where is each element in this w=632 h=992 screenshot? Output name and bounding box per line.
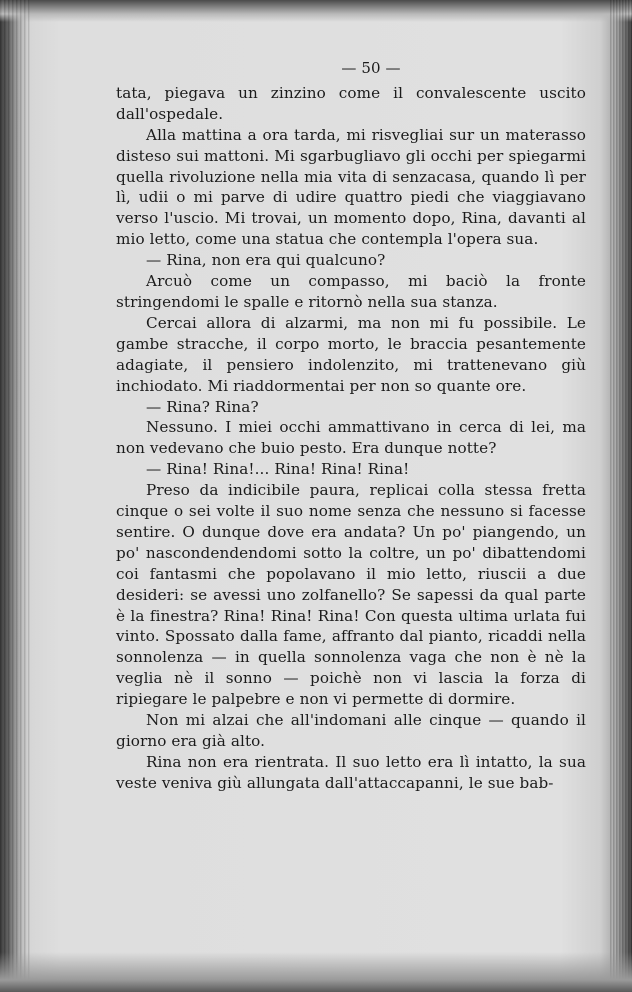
paragraph: Non mi alzai che all'indomani alle cinque — quando il giorno era già alto. <box>116 711 586 750</box>
paragraph: Cercai allora di alzarmi, ma non mi fu possibile. Le gambe stracche, il corpo morto, le braccia pesantemente adagiate, il pensiero indolenzito, mi trattenevano giù inchiodato. Mi riaddormentai per non so quante ore. <box>116 313 586 395</box>
page-bottom-edge <box>0 952 632 992</box>
dialogue-line: — Rina! Rina!... Rina! Rina! Rina! <box>146 460 410 479</box>
page-number: — 50 — <box>341 59 401 77</box>
book-binding <box>0 0 30 992</box>
page-top-edge <box>0 0 632 22</box>
paragraph: Rina non era rientrata. Il suo letto era lì intatto, la sua veste veniva giù allungata dall'attaccapanni, le sue bab- <box>116 752 586 792</box>
dialogue-line: — Rina, non era qui qualcuno? <box>146 251 386 270</box>
page-edges <box>610 0 632 992</box>
page-text-block <box>116 58 586 794</box>
paragraph: Arcuò come un compasso, mi baciò la fronte stringendomi le spalle e ritornò nella sua stanza. <box>116 272 586 311</box>
paragraph: Nessuno. I miei occhi ammattivano in cerca di lei, ma non vedevano che buio pesto. Era dunque notte? <box>116 418 586 458</box>
dialogue-line: — Rina? Rina? <box>146 397 259 416</box>
paragraph: Preso da indicibile paura, replicai colla stessa fretta cinque o sei volte il suo nome senza che nessuno si facesse sentire. O dunque dove era andata? Un po' piangendo, un po' nascondendendomi sotto la coltre, un po' dibattendomi coi fantasmi che popolavano il mio letto, riuscii a due desideri: se avessi uno zolfanello? Se sapessi da qual parte è la finestra? Rina! Rina! Rina! Con questa ultima urlata fui vinto. Spossato dalla fame, affranto dal pianto, ricaddi nella sonnolenza — in quella sonnolenza vaga che non è nè la veglia nè il sonno — poichè non vi lascia la forza di ripiegare le palpebre e non vi permette di dormire. <box>116 481 586 709</box>
paragraph: Alla mattina a ora tarda, mi risvegliai sur un materasso disteso sui mattoni. Mi sgarbugliavo gli occhi per spiegarmi quella rivoluzione nella mia vita di senzacasa, quando lì per lì, udii o mi parve di udire quattro piedi che viaggiavano verso l'uscio. Mi trovai, un momento dopo, Rina, davanti al mio letto, come una statua che contempla l'opera sua. <box>116 125 586 249</box>
paragraph: tata, piegava un zinzino come il convalescente uscito dall'ospedale. <box>116 83 586 123</box>
